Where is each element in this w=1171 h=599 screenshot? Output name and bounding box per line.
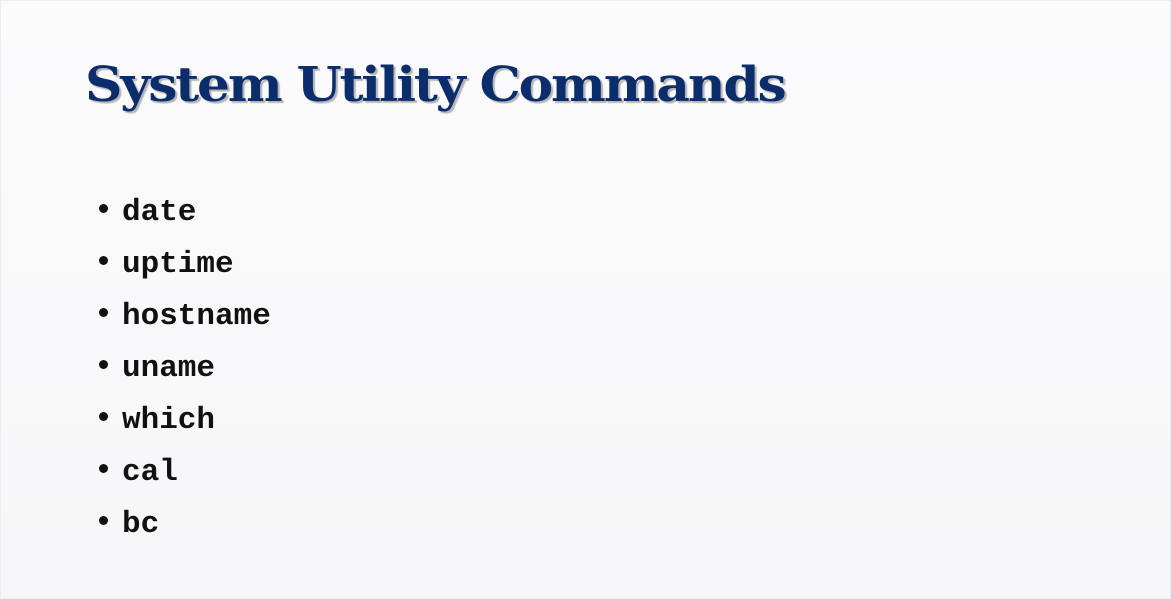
- list-item-label: hostname: [122, 298, 271, 334]
- command-list: [99, 186, 271, 550]
- list-item: [99, 498, 271, 550]
- list-item-label: uptime: [122, 246, 234, 282]
- list-item: [99, 446, 271, 498]
- bullet-icon: [99, 412, 108, 421]
- list-item: [99, 342, 271, 394]
- list-item-label: which: [122, 402, 216, 438]
- bullet-icon: [99, 516, 108, 525]
- list-item: [99, 238, 271, 290]
- bullet-icon: [99, 204, 108, 213]
- list-item: [99, 186, 271, 238]
- bullet-icon: [99, 256, 108, 265]
- list-item: [99, 290, 271, 342]
- slide-title: System Utility Commands: [85, 57, 785, 113]
- list-item: [99, 394, 271, 446]
- list-item-label: bc: [122, 506, 160, 542]
- bullet-icon: [99, 308, 108, 317]
- list-item-label: cal: [122, 454, 178, 490]
- list-item-label: uname: [122, 350, 216, 386]
- list-item-label: date: [122, 194, 197, 230]
- bullet-icon: [99, 360, 108, 369]
- bullet-icon: [99, 464, 108, 473]
